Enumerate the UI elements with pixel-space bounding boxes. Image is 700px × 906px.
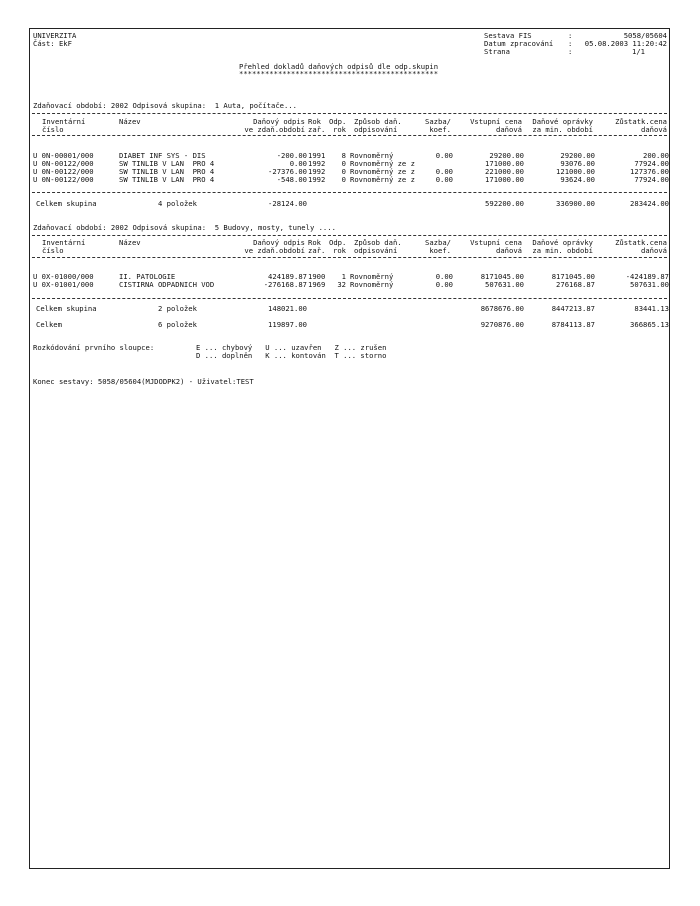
cell-residual: 77924.00 [634,159,669,168]
col-dep-year-2: rok [333,125,346,134]
header-rule-top [32,113,667,114]
col-rate-2: koef. [429,246,451,255]
col-input-price: Vstupní cena [470,117,522,126]
col-year: Rok [308,238,321,247]
cell-accumulated: 276168.87 [556,280,595,289]
total-accumulated: 8447213.87 [551,304,595,313]
cell-residual: 77924.00 [634,175,669,184]
processing-date-colon: : [568,39,573,48]
col-year-2: zař. [308,125,326,134]
total-count: 4 položek [158,199,197,208]
total-label: Celkem skupina [36,304,97,313]
org-name: UNIVERZITA [33,31,77,40]
cell-inventory: U 0N-00122/000 [33,167,94,176]
report-id-label: Sestava FIS [484,31,532,40]
cell-inventory: U 0N-00001/000 [33,151,94,160]
cell-year: 1992 [308,167,326,176]
report-id-value: 5058/05604 [623,31,667,40]
cell-method: Rovnoměrný ze z [350,167,415,176]
grand-total-accumulated: 8784113.87 [551,320,595,329]
cell-method: Rovnoměrný [350,272,394,281]
group-heading: Zdaňovací období: 2002 Odpisová skupina: 5 Budovy, mosty, tunely .... [33,223,336,232]
cell-input-price: 171000.00 [485,159,524,168]
cell-year: 1900 [308,272,326,281]
page-colon: : [568,47,573,56]
processing-date-value: 05.08.2003 11:20:42 [584,39,667,48]
total-depreciation: -28124.00 [268,199,307,208]
cell-dep-year: 8 [341,151,346,160]
col-accumulated: Daňové oprávky [532,238,593,247]
col-inventory-number-2: číslo [42,246,64,255]
grand-total-label: Celkem [36,320,62,329]
cell-name: SW TINLIB V LAN PRO 4 [119,175,215,184]
grand-total-depreciation: 119897.00 [268,320,307,329]
total-input-price: 8678676.00 [480,304,524,313]
col-tax-depreciation: Daňový odpis [253,117,305,126]
col-accumulated-2: za min. období [532,246,593,255]
total-residual: 283424.00 [630,199,669,208]
report-end-note: Konec sestavy: 5058/05604(MJDODPK2) - Uživatel:TEST [33,377,254,386]
title-underline: ********************************************** [239,69,439,78]
col-input-price-2: daňová [496,246,522,255]
cell-accumulated: 8171045.00 [551,272,595,281]
cell-name: II. PATOLOGIE [119,272,176,281]
cell-inventory: U 0X-01000/000 [33,272,94,281]
page-label: Strana [484,47,510,56]
grand-total-count: 6 položek [158,320,197,329]
report-title: Přehled dokladů daňových odpisů dle odp.skupin [239,62,439,71]
total-depreciation: 148021.00 [268,304,307,313]
total-accumulated: 336900.00 [556,199,595,208]
cell-residual: 507631.00 [630,280,669,289]
total-count: 2 položek [158,304,197,313]
cell-dep-year: 1 [341,272,346,281]
col-residual-2: daňová [641,125,667,134]
total-residual: 83441.13 [634,304,669,313]
cell-depreciation: 0.00 [289,159,307,168]
cell-residual: 127376.00 [630,167,669,176]
cell-depreciation: 424189.87 [268,272,307,281]
col-tax-depreciation-2: ve zdaň.období [244,125,305,134]
header-rule-bottom [32,135,667,136]
cell-method: Rovnoměrný ze z [350,175,415,184]
cell-rate: 0.00 [435,175,453,184]
header-rule-bottom [32,257,667,258]
cell-name: SW TINLIB V LAN PRO 4 [119,159,215,168]
cell-depreciation: -276168.87 [263,280,307,289]
col-input-price-2: daňová [496,125,522,134]
processing-date-label: Datum zpracování [484,39,554,48]
cell-inventory: U 0X-01001/000 [33,280,94,289]
col-residual-2: daňová [641,246,667,255]
col-tax-depreciation-2: ve zdaň.období [244,246,305,255]
group-heading: Zdaňovací období: 2002 Odpisová skupina: 1 Auta, počítače... [33,101,297,110]
cell-input-price: 29200.00 [489,151,524,160]
cell-input-price: 171000.00 [485,175,524,184]
col-year-2: zař. [308,246,326,255]
col-dep-year: Odp. [329,238,347,247]
col-method-2: odpisování [354,246,398,255]
cell-input-price: 8171045.00 [480,272,524,281]
cell-method: Rovnoměrný ze z [350,159,415,168]
cell-depreciation: -200.00 [276,151,307,160]
report-id-colon: : [568,31,573,40]
cell-accumulated: 93076.00 [560,159,595,168]
cell-year: 1991 [308,151,326,160]
col-accumulated-2: za min. období [532,125,593,134]
table-row [30,281,671,289]
cell-accumulated: 93624.00 [560,175,595,184]
col-name: Název [119,238,141,247]
col-dep-year-2: rok [333,246,346,255]
col-method: Způsob daň. [354,117,402,126]
cell-dep-year: 0 [341,159,346,168]
cell-year: 1992 [308,175,326,184]
cell-rate: 0.00 [435,280,453,289]
page-value: 1/1 [632,47,645,56]
col-name: Název [119,117,141,126]
cell-input-price: 507631.00 [485,280,524,289]
col-residual: Zůstatk.cena [615,238,667,247]
group-total-rule [32,298,667,299]
group-total-rule [32,192,667,193]
cell-accumulated: 29200.00 [560,151,595,160]
cell-depreciation: -27376.00 [268,167,307,176]
col-rate: Sazba/ [425,117,451,126]
col-input-price: Vstupní cena [470,238,522,247]
table-row [30,176,671,184]
col-method: Způsob daň. [354,238,402,247]
cell-rate: 0.00 [435,167,453,176]
col-year: Rok [308,117,321,126]
col-rate: Sazba/ [425,238,451,247]
cell-rate: 0.00 [435,272,453,281]
legend-line-1: E ... chybový U ... uzavřen Z ... zrušen [196,343,387,352]
total-input-price: 592200.00 [485,199,524,208]
cell-dep-year: 0 [341,175,346,184]
cell-inventory: U 0N-00122/000 [33,159,94,168]
col-inventory-number: Inventární [42,238,86,247]
grand-total-row [30,321,671,329]
grand-total-residual: 366865.13 [630,320,669,329]
cell-year: 1992 [308,159,326,168]
col-accumulated: Daňové oprávky [532,117,593,126]
cell-name: CISTIRNA ODPADNICH VOD [119,280,215,289]
col-residual: Zůstatk.cena [615,117,667,126]
legend-line-2: D ... doplněn K ... kontován T ... storno [196,351,387,360]
cell-input-price: 221000.00 [485,167,524,176]
cell-name: SW TINLIB V LAN PRO 4 [119,167,215,176]
col-rate-2: koef. [429,125,451,134]
group-total-row [30,305,671,313]
org-part: Část: EkF [33,39,72,48]
cell-residual: -424189.87 [625,272,669,281]
legend-label: Rozkódování prvního sloupce: [33,343,155,352]
group-total-row [30,200,671,208]
cell-residual: 200.00 [643,151,669,160]
report-page [29,28,670,869]
col-tax-depreciation: Daňový odpis [253,238,305,247]
grand-total-input-price: 9270876.00 [480,320,524,329]
cell-dep-year: 32 [337,280,346,289]
cell-year: 1969 [308,280,326,289]
col-inventory-number: Inventární [42,117,86,126]
cell-rate: 0.00 [435,151,453,160]
cell-accumulated: 121000.00 [556,167,595,176]
cell-method: Rovnoměrný [350,280,394,289]
col-inventory-number-2: číslo [42,125,64,134]
header-rule-top [32,235,667,236]
cell-depreciation: -548.00 [276,175,307,184]
cell-name: DIABET INF SYS - DIS [119,151,206,160]
cell-dep-year: 0 [341,167,346,176]
cell-method: Rovnoměrný [350,151,394,160]
col-method-2: odpisování [354,125,398,134]
cell-inventory: U 0N-00122/000 [33,175,94,184]
total-label: Celkem skupina [36,199,97,208]
col-dep-year: Odp. [329,117,347,126]
